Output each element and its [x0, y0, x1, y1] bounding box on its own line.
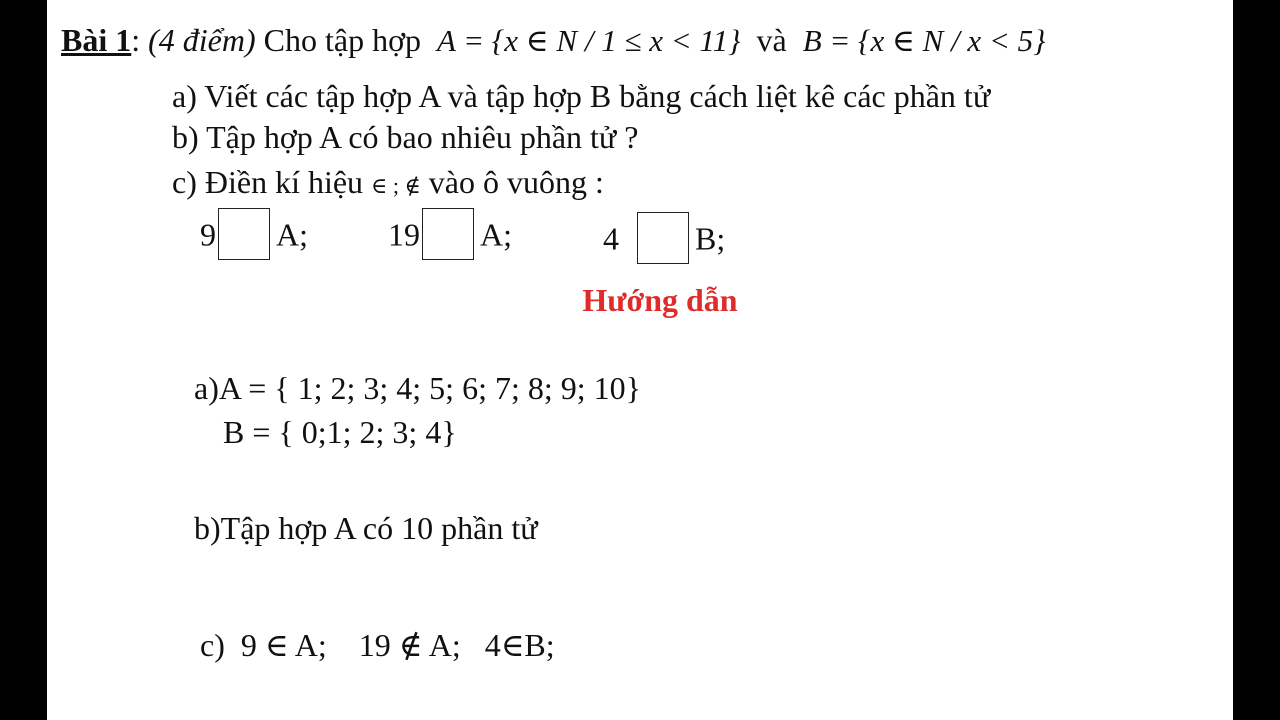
fill-item-3 [603, 216, 725, 268]
fill-set: B; [695, 220, 726, 257]
fill-number: 19 [388, 216, 420, 253]
fill-number: 4 [603, 220, 619, 257]
exercise-points: (4 điểm) [148, 22, 256, 58]
question-c-prefix: c) Điền kí hiệu [172, 164, 364, 200]
answer-box[interactable] [218, 208, 270, 260]
answer-a-set-b: B = { 0;1; 2; 3; 4} [223, 414, 457, 450]
fill-set: A; [276, 216, 308, 253]
document-page [47, 0, 1233, 720]
answer-a-set-a: a)A = { 1; 2; 3; 4; 5; 6; 7; 8; 9; 10} [194, 370, 641, 406]
answer-b: b)Tập hợp A có 10 phần tử [194, 510, 538, 546]
and-word: và [756, 22, 787, 58]
symbols-hint: ∈ ; ∉ [371, 173, 421, 198]
question-c [172, 164, 604, 204]
question-c-suffix: vào ô vuông : [428, 164, 604, 200]
answer-heading: Hướng dẫn [582, 282, 738, 318]
answer-c: c) 9 ∈ A; 19 ∉ A; 4∈B; [200, 627, 555, 663]
set-b-definition: B = {x ∈ N / x < 5} [802, 23, 1046, 58]
answer-box[interactable] [422, 208, 474, 260]
question-a: a) Viết các tập hợp A và tập hợp B bằng cách liệt kê các phần tử [172, 78, 991, 114]
exercise-colon: : [131, 22, 141, 58]
fill-number: 9 [200, 216, 216, 253]
exercise-intro: Cho tập hợp [263, 22, 421, 58]
exercise-title-line [61, 22, 1046, 59]
fill-item-1 [200, 212, 308, 264]
answer-box[interactable] [637, 212, 689, 264]
fill-item-2 [388, 212, 512, 264]
exercise-label: Bài 1 [61, 22, 132, 58]
fill-set: A; [480, 216, 512, 253]
set-a-definition: A = {x ∈ N / 1 ≤ x < 11} [437, 23, 741, 58]
question-b: b) Tập hợp A có bao nhiêu phần tử ? [172, 119, 639, 155]
